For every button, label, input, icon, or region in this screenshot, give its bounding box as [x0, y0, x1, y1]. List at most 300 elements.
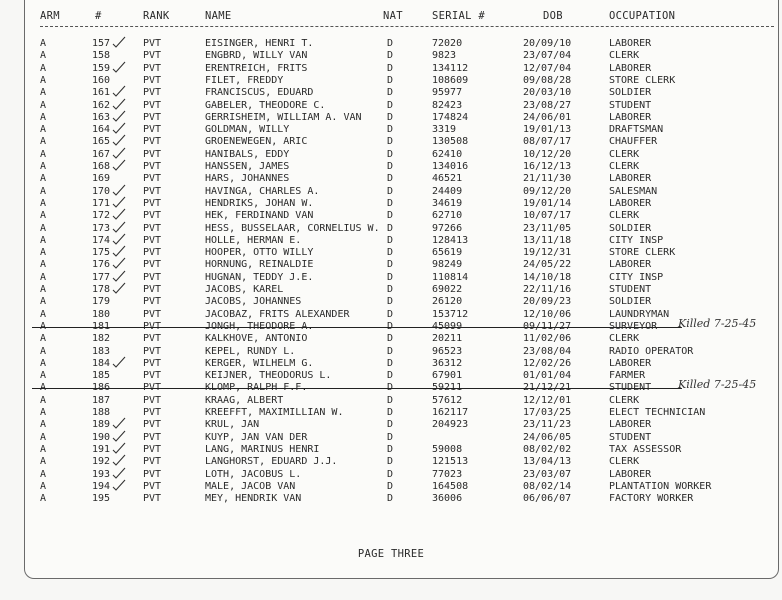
cell-serial: 134112	[432, 62, 469, 74]
cell-name: GOLDMAN, WILLY	[205, 124, 290, 136]
cell-nat: D	[387, 394, 394, 406]
cell-arm: A	[40, 493, 47, 505]
cell-arm: A	[40, 38, 47, 49]
cell-nat: D	[387, 407, 394, 418]
checkmark-icon	[112, 184, 126, 196]
cell-rank: PVT	[143, 259, 162, 271]
checkmark-icon	[112, 257, 126, 269]
cell-dob: 13/11/18	[523, 234, 572, 246]
cell-arm: A	[40, 234, 47, 246]
cell-serial: 72020	[432, 38, 463, 49]
cell-arm: A	[40, 345, 47, 357]
cell-nat: D	[387, 222, 394, 234]
checkmark-icon	[112, 245, 126, 257]
cell-dob: 14/10/18	[523, 271, 572, 283]
cell-occupation: STUDENT	[609, 431, 652, 443]
cell-dob: 21/11/30	[523, 173, 572, 185]
checkmark-icon	[112, 467, 126, 479]
cell-num: 158	[91, 50, 110, 62]
cell-serial: 62710	[432, 210, 463, 222]
header-name: NAME	[205, 10, 232, 22]
checkmark-icon	[112, 282, 126, 294]
cell-num: 193	[91, 468, 110, 480]
cell-dob: 08/07/17	[523, 136, 572, 148]
cell-rank: PVT	[143, 480, 162, 492]
cell-occupation: DRAFTSMAN	[609, 124, 664, 136]
cell-rank: PVT	[143, 320, 162, 332]
cell-dob: 19/01/14	[523, 197, 572, 209]
cell-serial: 164508	[432, 480, 469, 492]
cell-rank: PVT	[143, 136, 162, 148]
cell-serial: 128413	[432, 234, 469, 246]
cell-rank: PVT	[143, 308, 162, 320]
cell-name: ENGBRD, WILLY VAN	[205, 50, 308, 62]
cell-dob: 22/11/16	[523, 284, 572, 295]
cell-num: 179	[91, 296, 110, 308]
cell-serial: 110814	[432, 271, 469, 283]
cell-occupation: SURVEYOR	[609, 320, 658, 332]
cell-occupation: CLERK	[609, 394, 640, 406]
cell-name: KEPEL, RUNDY L.	[205, 345, 296, 357]
cell-serial: 174824	[432, 111, 469, 123]
cell-dob: 24/06/05	[523, 431, 572, 443]
page-footer: PAGE THREE	[357, 548, 425, 560]
checkmark-icon	[112, 196, 126, 208]
cell-arm: A	[40, 148, 47, 160]
table-row	[0, 370, 782, 382]
cell-nat: D	[387, 74, 394, 86]
cell-rank: PVT	[143, 357, 162, 369]
cell-num: 182	[91, 333, 110, 345]
cell-occupation: CLERK	[609, 50, 640, 62]
cell-name: JONGH, THEODORE A.	[205, 320, 314, 332]
cell-serial: 98249	[432, 259, 463, 271]
cell-occupation: SOLDIER	[609, 296, 652, 308]
cell-rank: PVT	[143, 185, 162, 197]
cell-arm: A	[40, 480, 47, 492]
cell-num: 180	[91, 308, 110, 320]
cell-num: 188	[91, 407, 110, 418]
table-row	[0, 395, 782, 407]
cell-rank: PVT	[143, 394, 162, 406]
cell-occupation: LABORER	[609, 468, 652, 480]
cell-serial: 108609	[432, 74, 469, 86]
cell-nat: D	[387, 38, 394, 49]
cell-arm: A	[40, 99, 47, 111]
cell-name: LANGHORST, EDUARD J.J.	[205, 456, 338, 468]
cell-serial: 36006	[432, 493, 463, 505]
cell-arm: A	[40, 173, 47, 185]
table-row	[0, 316, 782, 333]
cell-occupation: CLERK	[609, 333, 640, 345]
cell-arm: A	[40, 382, 47, 394]
cell-nat: D	[387, 62, 394, 74]
cell-rank: PVT	[143, 234, 162, 246]
cell-occupation: LABORER	[609, 197, 652, 209]
table-row	[0, 63, 782, 75]
cell-nat: D	[387, 456, 394, 468]
cell-nat: D	[387, 124, 394, 136]
checkmark-icon	[112, 122, 126, 134]
table-row	[0, 358, 782, 370]
cell-rank: PVT	[143, 370, 162, 382]
checkmark-icon	[112, 208, 126, 220]
cell-name: ERENTREICH, FRITS	[205, 62, 308, 74]
cell-rank: PVT	[143, 50, 162, 62]
cell-nat: D	[387, 480, 394, 492]
cell-rank: PVT	[143, 431, 162, 443]
cell-arm: A	[40, 124, 47, 136]
cell-occupation: CHAUFFER	[609, 136, 658, 148]
cell-name: HORNUNG, REINALDIE	[205, 259, 314, 271]
cell-serial: 65619	[432, 247, 463, 259]
cell-num: 171	[91, 197, 110, 209]
cell-arm: A	[40, 161, 47, 172]
cell-dob: 09/08/28	[523, 74, 572, 86]
cell-arm: A	[40, 259, 47, 271]
cell-occupation: LABORER	[609, 259, 652, 271]
cell-occupation: STUDENT	[609, 99, 652, 111]
header-arm: ARM	[40, 10, 60, 22]
cell-name: HARS, JOHANNES	[205, 173, 290, 185]
cell-nat: D	[387, 161, 394, 172]
cell-num: 161	[91, 87, 110, 99]
cell-nat: D	[387, 468, 394, 480]
cell-nat: D	[387, 382, 394, 394]
handwritten-note: Killed 7-25-45	[678, 378, 757, 392]
cell-rank: PVT	[143, 124, 162, 136]
checkmark-icon	[112, 479, 126, 491]
table-row	[0, 378, 782, 394]
cell-name: KEIJNER, THEODORUS L.	[205, 370, 332, 382]
cell-serial: 3319	[432, 124, 457, 136]
cell-rank: PVT	[143, 99, 162, 111]
cell-dob: 20/09/23	[523, 296, 572, 308]
cell-nat: D	[387, 136, 394, 148]
cell-rank: PVT	[143, 333, 162, 345]
cell-arm: A	[40, 333, 47, 345]
cell-occupation: PLANTATION WORKER	[609, 480, 712, 492]
cell-dob: 09/11/27	[523, 320, 572, 332]
cell-num: 170	[91, 185, 110, 197]
cell-serial: 162117	[432, 407, 469, 418]
cell-occupation: STORE CLERK	[609, 247, 676, 259]
cell-dob: 17/03/25	[523, 407, 572, 418]
checkmark-icon	[112, 36, 126, 48]
cell-rank: PVT	[143, 197, 162, 209]
cell-arm: A	[40, 136, 47, 148]
cell-serial: 95977	[432, 87, 463, 99]
strikethrough-line	[32, 388, 682, 389]
cell-dob: 10/07/17	[523, 210, 572, 222]
cell-arm: A	[40, 370, 47, 382]
cell-rank: PVT	[143, 161, 162, 172]
checkmark-icon	[112, 85, 126, 97]
cell-serial: 204923	[432, 419, 469, 431]
cell-name: KRUL, JAN	[205, 419, 260, 431]
cell-name: LOTH, JACOBUS L.	[205, 468, 302, 480]
cell-nat: D	[387, 247, 394, 259]
cell-arm: A	[40, 284, 47, 295]
cell-occupation: LABORER	[609, 111, 652, 123]
cell-name: JACOBAZ, FRITS ALEXANDER	[205, 308, 350, 320]
cell-nat: D	[387, 99, 394, 111]
cell-rank: PVT	[143, 443, 162, 455]
cell-name: KRAAG, ALBERT	[205, 394, 284, 406]
cell-rank: PVT	[143, 210, 162, 222]
cell-nat: D	[387, 431, 394, 443]
cell-dob: 13/04/13	[523, 456, 572, 468]
cell-nat: D	[387, 284, 394, 295]
cell-dob: 08/02/02	[523, 443, 572, 455]
cell-rank: PVT	[143, 247, 162, 259]
cell-name: KLOMP, RALPH F.F.	[205, 382, 308, 394]
cell-dob: 24/06/01	[523, 111, 572, 123]
checkmark-icon	[112, 61, 126, 73]
cell-rank: PVT	[143, 345, 162, 357]
cell-name: MALE, JACOB VAN	[205, 480, 296, 492]
cell-num: 181	[91, 320, 110, 332]
cell-nat: D	[387, 50, 394, 62]
cell-nat: D	[387, 493, 394, 505]
cell-dob: 10/12/20	[523, 148, 572, 160]
cell-rank: PVT	[143, 148, 162, 160]
cell-num: 186	[91, 382, 110, 394]
cell-num: 165	[91, 136, 110, 148]
cell-nat: D	[387, 148, 394, 160]
table-row	[0, 296, 782, 308]
cell-nat: D	[387, 210, 394, 222]
cell-num: 164	[91, 124, 110, 136]
cell-serial: 26120	[432, 296, 463, 308]
cell-arm: A	[40, 394, 47, 406]
cell-num: 163	[91, 111, 110, 123]
cell-num: 157	[91, 38, 110, 49]
cell-dob: 01/01/04	[523, 370, 572, 382]
cell-serial: 57612	[432, 394, 463, 406]
header-occupation: OCCUPATION	[609, 10, 676, 22]
cell-serial: 77023	[432, 468, 463, 480]
cell-occupation: CLERK	[609, 148, 640, 160]
cell-occupation: CITY INSP	[609, 234, 664, 246]
checkmark-icon	[112, 430, 126, 442]
cell-num: 159	[91, 62, 110, 74]
header-dob: DOB	[543, 10, 563, 22]
cell-arm: A	[40, 357, 47, 369]
cell-name: FRANCISCUS, EDUARD	[205, 87, 314, 99]
cell-rank: PVT	[143, 271, 162, 283]
cell-serial: 20211	[432, 333, 463, 345]
cell-arm: A	[40, 443, 47, 455]
cell-serial: 130508	[432, 136, 469, 148]
cell-name: HAVINGA, CHARLES A.	[205, 185, 320, 197]
cell-rank: PVT	[143, 222, 162, 234]
cell-rank: PVT	[143, 456, 162, 468]
cell-name: HOOPER, OTTO WILLY	[205, 247, 314, 259]
cell-serial: 9823	[432, 50, 457, 62]
cell-dob: 06/06/07	[523, 493, 572, 505]
cell-dob: 19/01/13	[523, 124, 572, 136]
cell-name: HANIBALS, EDDY	[205, 148, 290, 160]
cell-dob: 24/05/22	[523, 259, 572, 271]
cell-num: 185	[91, 370, 110, 382]
cell-name: KREEFFT, MAXIMILLIAN W.	[205, 407, 344, 418]
cell-num: 174	[91, 234, 110, 246]
cell-occupation: LAUNDRYMAN	[609, 308, 670, 320]
cell-arm: A	[40, 308, 47, 320]
checkmark-icon	[112, 221, 126, 233]
cell-arm: A	[40, 271, 47, 283]
table-row	[0, 493, 782, 505]
cell-name: HEK, FERDINAND VAN	[205, 210, 314, 222]
cell-arm: A	[40, 62, 47, 74]
cell-arm: A	[40, 431, 47, 443]
cell-name: LANG, MARINUS HENRI	[205, 443, 320, 455]
cell-num: 190	[91, 431, 110, 443]
cell-rank: PVT	[143, 468, 162, 480]
cell-arm: A	[40, 247, 47, 259]
cell-num: 172	[91, 210, 110, 222]
cell-arm: A	[40, 197, 47, 209]
cell-rank: PVT	[143, 382, 162, 394]
cell-arm: A	[40, 320, 47, 332]
checkmark-icon	[112, 233, 126, 245]
cell-nat: D	[387, 259, 394, 271]
cell-nat: D	[387, 357, 394, 369]
cell-serial: 24409	[432, 185, 463, 197]
header-num: #	[95, 10, 102, 22]
cell-arm: A	[40, 296, 47, 308]
cell-dob: 23/03/07	[523, 468, 572, 480]
table-row	[0, 481, 782, 493]
cell-name: HUGNAN, TEDDY J.E.	[205, 271, 314, 283]
cell-num: 167	[91, 148, 110, 160]
cell-serial: 45099	[432, 320, 463, 332]
cell-occupation: RADIO OPERATOR	[609, 345, 694, 357]
cell-occupation: LABORER	[609, 419, 652, 431]
header-divider	[40, 26, 774, 27]
cell-name: HESS, BUSSELAAR, CORNELIUS W.	[205, 222, 380, 234]
cell-rank: PVT	[143, 74, 162, 86]
cell-rank: PVT	[143, 38, 162, 49]
table-row	[0, 38, 782, 50]
cell-occupation: LABORER	[609, 38, 652, 49]
cell-nat: D	[387, 173, 394, 185]
cell-num: 160	[91, 74, 110, 86]
cell-occupation: CLERK	[609, 161, 640, 172]
cell-num: 175	[91, 247, 110, 259]
cell-dob: 12/12/01	[523, 394, 572, 406]
cell-dob: 23/08/27	[523, 99, 572, 111]
cell-rank: PVT	[143, 493, 162, 505]
cell-num: 183	[91, 345, 110, 357]
cell-rank: PVT	[143, 173, 162, 185]
table-row	[0, 333, 782, 345]
cell-dob: 23/11/23	[523, 419, 572, 431]
cell-num: 173	[91, 222, 110, 234]
cell-occupation: LABORER	[609, 173, 652, 185]
cell-rank: PVT	[143, 407, 162, 418]
cell-arm: A	[40, 185, 47, 197]
cell-num: 194	[91, 480, 110, 492]
cell-name: GABELER, THEODORE C.	[205, 99, 326, 111]
cell-num: 191	[91, 443, 110, 455]
checkmark-icon	[112, 110, 126, 122]
cell-serial: 67901	[432, 370, 463, 382]
checkmark-icon	[112, 454, 126, 466]
cell-name: HOLLE, HERMAN E.	[205, 234, 302, 246]
cell-serial: 121513	[432, 456, 469, 468]
cell-name: EISINGER, HENRI T.	[205, 38, 314, 49]
checkmark-icon	[112, 417, 126, 429]
cell-occupation: TAX ASSESSOR	[609, 443, 682, 455]
cell-num: 178	[91, 284, 110, 295]
cell-name: GERRISHEIM, WILLIAM A. VAN	[205, 111, 362, 123]
checkmark-icon	[112, 356, 126, 368]
header-nat: NAT	[383, 10, 403, 22]
header-serial: SERIAL #	[432, 10, 485, 22]
cell-occupation: SOLDIER	[609, 222, 652, 234]
cell-nat: D	[387, 87, 394, 99]
cell-occupation: STUDENT	[609, 382, 652, 394]
cell-num: 168	[91, 161, 110, 172]
cell-occupation: ELECT TECHNICIAN	[609, 407, 706, 418]
cell-serial: 134016	[432, 161, 469, 172]
cell-occupation: CITY INSP	[609, 271, 664, 283]
table-row	[0, 309, 782, 321]
checkmark-icon	[112, 134, 126, 146]
cell-num: 177	[91, 271, 110, 283]
cell-num: 176	[91, 259, 110, 271]
cell-nat: D	[387, 443, 394, 455]
cell-serial: 62410	[432, 148, 463, 160]
cell-name: JACOBS, JOHANNES	[205, 296, 302, 308]
cell-serial: 69022	[432, 284, 463, 295]
cell-rank: PVT	[143, 296, 162, 308]
cell-rank: PVT	[143, 87, 162, 99]
cell-rank: PVT	[143, 284, 162, 295]
cell-rank: PVT	[143, 419, 162, 431]
cell-occupation: LABORER	[609, 62, 652, 74]
cell-arm: A	[40, 468, 47, 480]
cell-dob: 16/12/13	[523, 161, 572, 172]
cell-name: JACOBS, KAREL	[205, 284, 284, 295]
cell-occupation: SOLDIER	[609, 87, 652, 99]
cell-dob: 21/12/21	[523, 382, 572, 394]
checkmark-icon	[112, 147, 126, 159]
cell-occupation: CLERK	[609, 210, 640, 222]
header-rank: RANK	[143, 10, 170, 22]
cell-occupation: STORE CLERK	[609, 74, 676, 86]
table-row	[0, 284, 782, 296]
cell-serial: 59211	[432, 382, 463, 394]
cell-dob: 19/12/31	[523, 247, 572, 259]
cell-nat: D	[387, 370, 394, 382]
cell-serial: 96523	[432, 345, 463, 357]
cell-nat: D	[387, 185, 394, 197]
cell-serial: 97266	[432, 222, 463, 234]
cell-dob: 23/07/04	[523, 50, 572, 62]
cell-occupation: FARMER	[609, 370, 646, 382]
cell-num: 187	[91, 394, 110, 406]
cell-num: 195	[91, 493, 110, 505]
cell-name: KERGER, WILHELM G.	[205, 357, 314, 369]
cell-nat: D	[387, 320, 394, 332]
cell-arm: A	[40, 419, 47, 431]
cell-name: HENDRIKS, JOHAN W.	[205, 197, 314, 209]
cell-arm: A	[40, 50, 47, 62]
cell-nat: D	[387, 296, 394, 308]
